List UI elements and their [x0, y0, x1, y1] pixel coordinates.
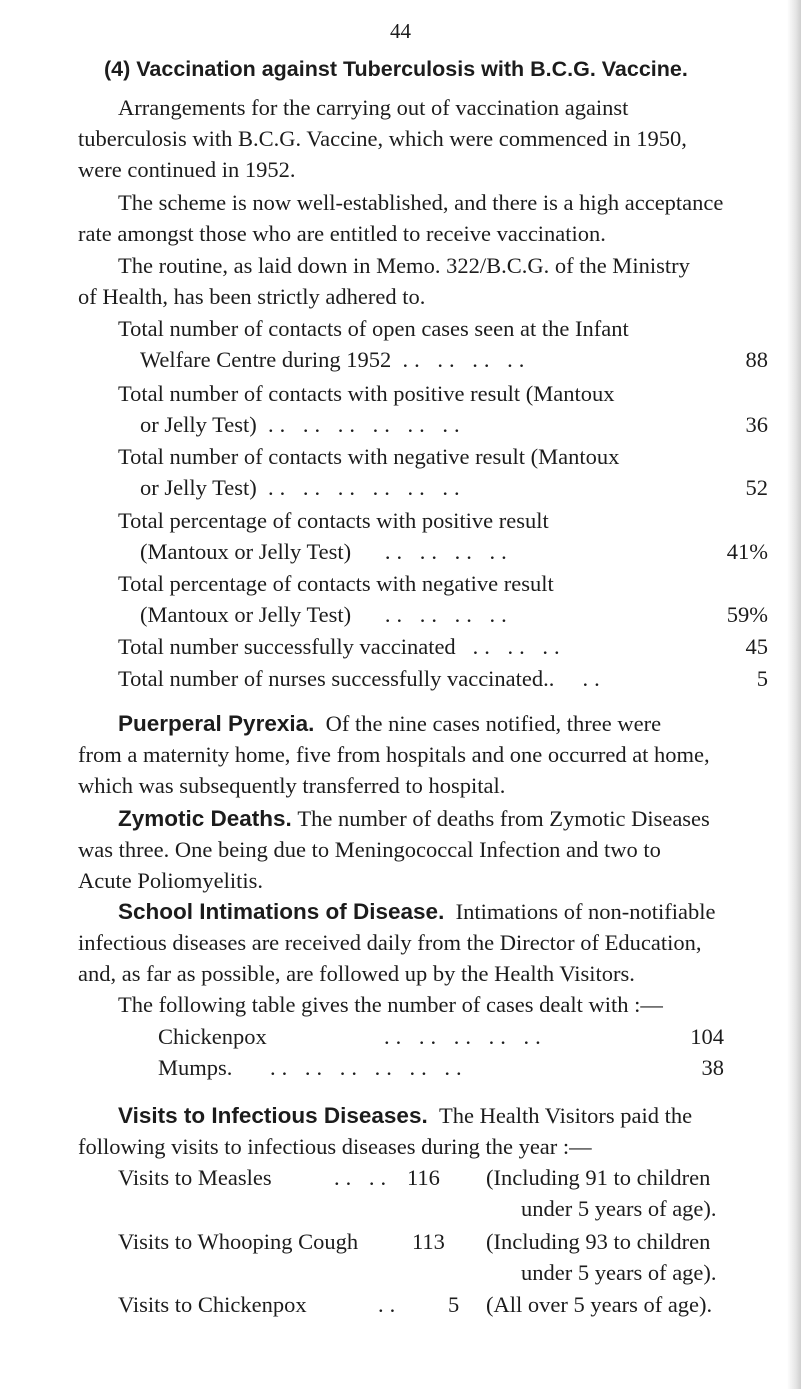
- zymotic-paragraph: [78, 803, 768, 896]
- stat-row: [118, 313, 768, 375]
- stat-row: [118, 378, 768, 440]
- text-line: tuberculosis with B.C.G. Vaccine, which were commenced in 1950,: [78, 126, 687, 151]
- leader-dots: ..: [582, 666, 606, 691]
- visit-count: 116: [407, 1165, 440, 1190]
- case-value: 104: [690, 1024, 724, 1049]
- stat-label-line2: Welfare Centre during 1952 .. .. .. .. 88: [118, 344, 768, 375]
- text-line: infectious diseases are received daily from the Director of Education,: [78, 930, 702, 955]
- stat-row: [118, 441, 768, 503]
- page-number: 44: [390, 19, 411, 43]
- text-line: Acute Poliomyelitis.: [78, 868, 263, 893]
- leader-dots: .. .. .. ..: [384, 539, 513, 564]
- stat-row: [118, 663, 768, 694]
- stat-value: 36: [745, 412, 768, 437]
- stat-row: [118, 505, 768, 567]
- stat-row: [118, 631, 768, 662]
- stat-label-line2: or Jelly Test) .. .. .. .. .. .. 52: [118, 472, 768, 503]
- stat-label-line1: Total percentage of contacts with positive result: [118, 508, 549, 533]
- text-line: Arrangements for the carrying out of vaccination against: [118, 95, 629, 120]
- stat-label-line1: Total number successfully vaccinated .. .. .. 45: [118, 631, 768, 662]
- text-line: Puerperal Pyrexia. Of the nine cases notified, three were: [118, 711, 662, 736]
- text-line: The routine, as laid down in Memo. 322/B.C.G. of the Ministry: [118, 253, 690, 278]
- visit-count: 5: [448, 1292, 460, 1317]
- visit-label: Visits to Measles: [118, 1165, 272, 1190]
- puerperal-paragraph: [78, 708, 768, 801]
- vaccination-paragraph-2: [78, 187, 768, 249]
- leader-dots: .. .. .. ..: [384, 602, 513, 627]
- text-line: Zymotic Deaths. The number of deaths from Zymotic Diseases: [118, 806, 710, 831]
- zymotic-heading: Zymotic Deaths.: [118, 806, 292, 831]
- case-label: Chickenpox: [158, 1024, 267, 1049]
- leader-dots: .. .. .. ..: [402, 347, 531, 372]
- visit-label: Visits to Chickenpox: [118, 1292, 307, 1317]
- stat-label-line2: (Mantoux or Jelly Test) .. .. .. .. 59%: [118, 599, 768, 630]
- visits-heading: Visits to Infectious Diseases.: [118, 1103, 428, 1128]
- leader-dots: .. .. .. .. .. ..: [268, 475, 466, 500]
- visit-note-cont: under 5 years of age).: [521, 1260, 717, 1285]
- leader-dots: ..: [378, 1292, 402, 1317]
- stat-value: 41%: [726, 539, 768, 564]
- stat-label-line1: Total percentage of contacts with negative result: [118, 571, 554, 596]
- text-line: following visits to infectious diseases during the year :—: [78, 1134, 592, 1159]
- stat-label-line1: Total number of contacts with negative result (Mantoux: [118, 444, 620, 469]
- stat-label-line1: Total number of contacts with positive result (Mantoux: [118, 381, 615, 406]
- stat-value: 52: [745, 475, 768, 500]
- stat-value: 88: [745, 347, 768, 372]
- visits-row: [118, 1289, 713, 1320]
- stat-value: 5: [756, 666, 768, 691]
- visit-count: 113: [412, 1229, 445, 1254]
- visit-label: Visits to Whooping Cough: [118, 1229, 359, 1254]
- puerperal-heading: Puerperal Pyrexia.: [118, 711, 315, 736]
- text-line: were continued in 1952.: [78, 157, 296, 182]
- leader-dots: .. .. ..: [472, 634, 566, 659]
- visits-row: [118, 1226, 717, 1285]
- cases-table-row: [158, 1052, 724, 1083]
- school-paragraph: [78, 896, 768, 989]
- text-line: and, as far as possible, are followed up by the Health Visitors.: [78, 961, 635, 986]
- leader-dots: .. .. .. .. .. ..: [270, 1055, 468, 1080]
- school-heading: School Intimations of Disease.: [118, 899, 445, 924]
- page-edge-shadow: [787, 0, 801, 1389]
- vaccination-paragraph-1: [78, 92, 768, 185]
- text-line: School Intimations of Disease. Intimations of non-notifiable: [118, 899, 716, 924]
- cases-table-row: [158, 1021, 724, 1052]
- section-heading-vaccination: (4) Vaccination against Tuberculosis with B.C.G. Vaccine.: [104, 57, 688, 81]
- leader-dots: .. .. .. .. ..: [384, 1024, 547, 1049]
- stat-label-line1: Total number of nurses successfully vaccinated.. .. 5: [118, 663, 768, 694]
- stat-row: [118, 568, 768, 630]
- visit-note: (Including 91 to children: [486, 1165, 711, 1190]
- visits-paragraph: [78, 1100, 768, 1162]
- stat-label-line1: Total number of contacts of open cases seen at the Infant: [118, 316, 629, 341]
- text-line: rate amongst those who are entitled to receive vaccination.: [78, 221, 606, 246]
- case-value: 38: [701, 1055, 724, 1080]
- visit-note: (All over 5 years of age).: [486, 1292, 713, 1317]
- visit-note-cont: under 5 years of age).: [521, 1196, 717, 1221]
- text-line: The scheme is now well-established, and there is a high acceptance: [118, 190, 724, 215]
- cases-table-intro: The following table gives the number of cases dealt with :—: [118, 992, 663, 1017]
- leader-dots: .. .. .. .. .. ..: [268, 412, 466, 437]
- vaccination-paragraph-3: [78, 250, 768, 312]
- leader-dots: .. ..: [334, 1165, 393, 1190]
- stat-value: 59%: [726, 602, 768, 627]
- stat-label-line2: or Jelly Test) .. .. .. .. .. .. 36: [118, 409, 768, 440]
- stat-value: 45: [745, 634, 768, 659]
- text-line: from a maternity home, five from hospitals and one occurred at home,: [78, 742, 710, 767]
- text-line: was three. One being due to Meningococcal Infection and two to: [78, 837, 661, 862]
- stat-label-line2: (Mantoux or Jelly Test) .. .. .. .. 41%: [118, 536, 768, 567]
- case-label: Mumps.: [158, 1055, 233, 1080]
- text-line: of Health, has been strictly adhered to.: [78, 284, 426, 309]
- visit-note: (Including 93 to children: [486, 1229, 711, 1254]
- text-line: Visits to Infectious Diseases. The Health Visitors paid the: [118, 1103, 693, 1128]
- text-line: which was subsequently transferred to hospital.: [78, 773, 506, 798]
- visits-row: [118, 1162, 717, 1221]
